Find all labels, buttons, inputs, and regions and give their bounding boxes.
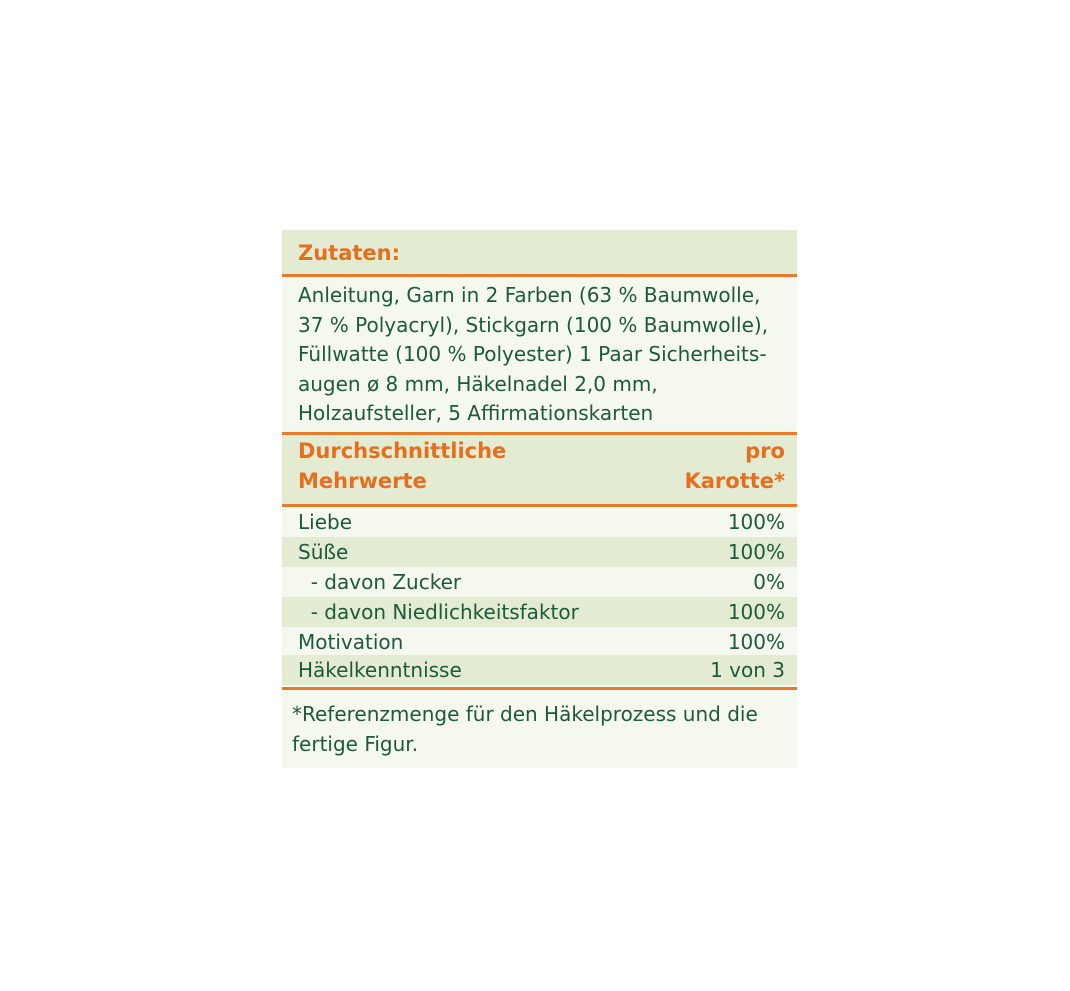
nutrition-label-panel [282,230,797,768]
ingredients-text: Anleitung, Garn in 2 Farben (63 % Baumwolle, 37 % Polyacryl), Stickgarn (100 % Baumwolle), Füllwatte (100 % Polyester) 1 Paar Sicherheits- augen ø 8 mm, Häkelnadel 2,0 mm, Holzaufsteller, 5 Affirmationskarten [298,283,769,425]
table-header-right-line1: pro [745,439,785,463]
table-header-left-line1: Durchschnittliche [298,439,507,463]
table-row [282,507,797,537]
row-value: 100% [727,600,785,624]
table-row [282,537,797,567]
row-value: 100% [727,510,785,534]
table-header-right-line2: Karotte* [684,469,785,493]
divider-rule [282,274,797,277]
ingredients-heading: Zutaten: [298,241,401,265]
table-row [282,597,797,627]
divider-rule [282,687,797,690]
row-label: - davon Niedlichkeitsfaktor [298,600,579,624]
row-label: Süße [298,540,349,564]
table-header-left [298,436,506,496]
footnote: *Referenzmenge für den Häkelprozess und die fertige Figur. [292,702,758,756]
row-label: Liebe [298,510,353,534]
row-value: 100% [727,540,785,564]
table-header-left-line2: Mehrwerte [298,469,427,493]
table-row [282,655,797,685]
row-value: 100% [727,630,785,654]
table-header-right [684,436,785,496]
table-row [282,627,797,657]
row-value: 1 von 3 [710,658,785,682]
row-label: - davon Zucker [298,570,462,594]
row-label: Motivation [298,630,404,654]
table-row [282,567,797,597]
row-value: 0% [753,570,785,594]
row-label: Häkelkenntnisse [298,658,462,682]
